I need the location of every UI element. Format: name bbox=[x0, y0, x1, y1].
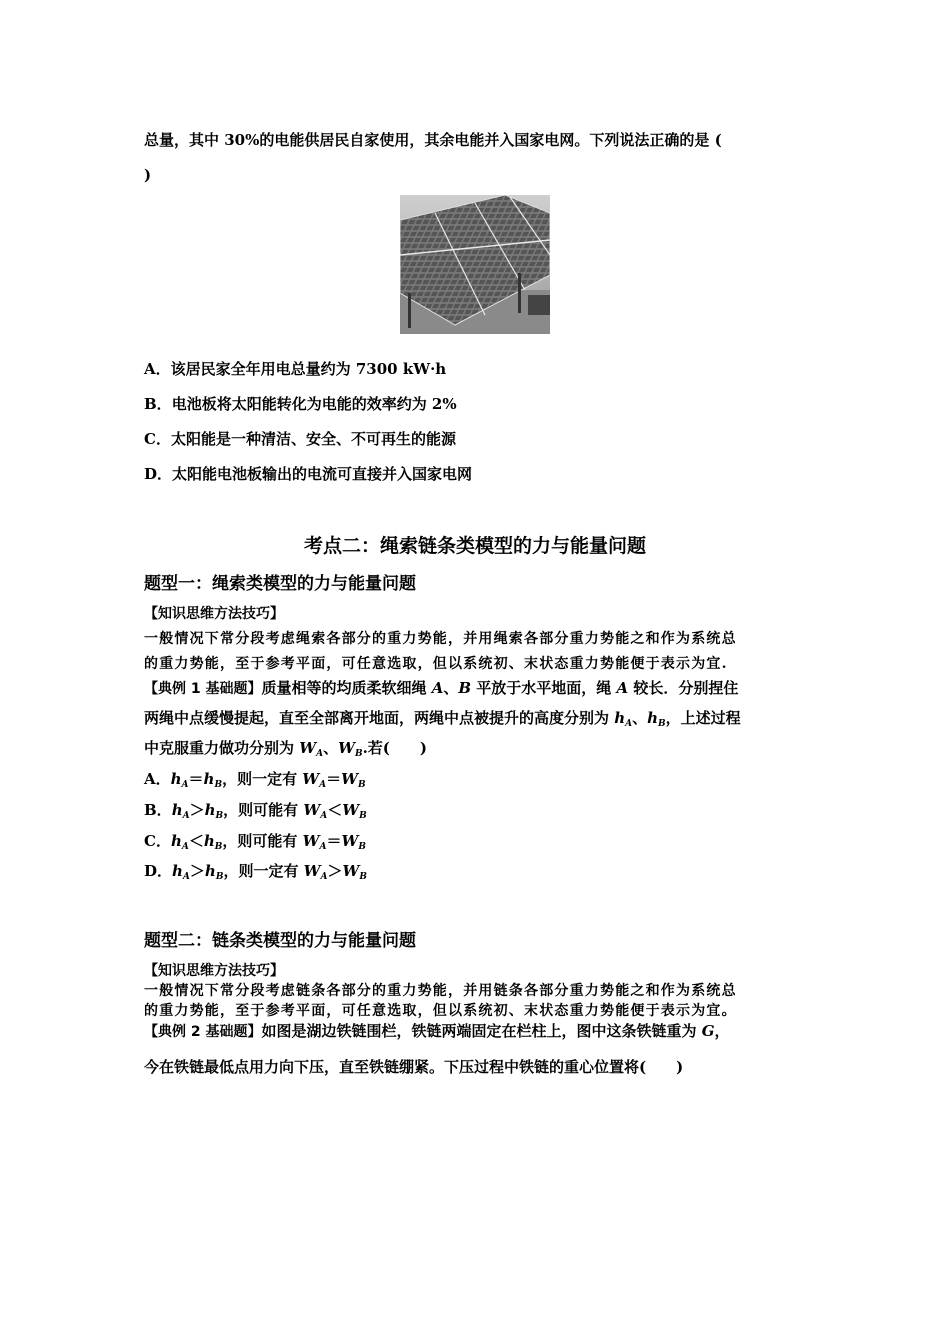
option-b: B．电池板将太阳能转化为电能的效率约为 2% bbox=[144, 395, 457, 413]
option-a: A．该居民家全年用电总量约为 7300 kW·h bbox=[144, 360, 447, 378]
type1-tip-line2: 的重力势能，至于参考平面，可任意选取，但以系统初、末状态重力势能便于表示为宜. bbox=[144, 656, 728, 672]
question-stem-line1: 总量，其中 30%的电能供居民自家使用，其余电能并入国家电网。下列说法正确的是 ( bbox=[144, 131, 722, 149]
question-stem-line2: ) bbox=[144, 166, 152, 184]
option-d: D．太阳能电池板输出的电流可直接并入国家电网 bbox=[144, 465, 473, 483]
example2-line1: 【典例 2 基础题】如图是湖边铁链围栏，铁链两端固定在栏柱上，图中这条铁链重为 G， bbox=[144, 1022, 730, 1040]
section-title: 考点二：绳索链条类模型的力与能量问题 bbox=[303, 535, 646, 557]
option-c: C．太阳能是一种清洁、安全、不可再生的能源 bbox=[144, 430, 456, 448]
example1-option-c: C．$h_A<h_B$，则可能有 $W_A=W_B$ bbox=[144, 832, 366, 852]
example1-line1: 【典例 1 基础题】质量相等的均质柔软细绳 A、B 平放于水平地面，绳 A 较长．分别捏住 bbox=[144, 679, 739, 697]
example1-option-b: B．$h_A>h_B$，则可能有 $W_A<W_B$ bbox=[144, 801, 367, 821]
type2-title: 题型二：链条类模型的力与能量问题 bbox=[144, 931, 416, 951]
example1-option-a: A．$h_A=h_B$，则一定有 $W_A=W_B$ bbox=[144, 770, 366, 790]
solar-panel-photo bbox=[400, 195, 550, 334]
type1-tip-heading: 【知识思维方法技巧】 bbox=[144, 606, 284, 622]
type2-tip-line1: 一般情况下常分段考虑链条各部分的重力势能，并用链条各部分重力势能之和作为系统总 bbox=[144, 983, 737, 999]
example1-line3: 中克服重力做功分别为 $W_A$、$W_B$.若( ) bbox=[144, 739, 427, 759]
type1-title: 题型一：绳索类模型的力与能量问题 bbox=[144, 574, 416, 594]
example1-option-d: D．$h_A>h_B$，则一定有 $W_A>W_B$ bbox=[144, 862, 367, 882]
type1-tip-line1: 一般情况下常分段考虑绳索各部分的重力势能，并用绳索各部分重力势能之和作为系统总 bbox=[144, 631, 737, 647]
example2-line2: 今在铁链最低点用力向下压，直至铁链绷紧。下压过程中铁链的重心位置将( ) bbox=[144, 1058, 684, 1076]
type2-tip-heading: 【知识思维方法技巧】 bbox=[144, 963, 284, 979]
type2-tip-line2: 的重力势能，至于参考平面，可任意选取，但以系统初、末状态重力势能便于表示为宜。 bbox=[144, 1003, 737, 1019]
example1-line2: 两绳中点缓慢提起，直至全部离开地面，两绳中点被提升的高度分别为 $h_A$、$h_B$，上述过程 bbox=[144, 709, 741, 729]
